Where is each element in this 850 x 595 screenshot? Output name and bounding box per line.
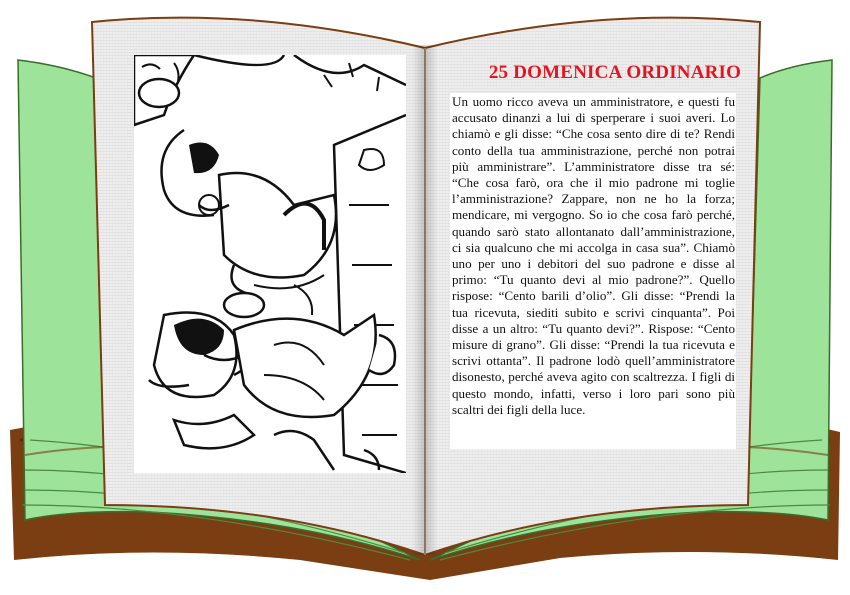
cartoon-drawing bbox=[134, 55, 406, 473]
gospel-passage: Un uomo ricco aveva un amministratore, e questi fu accusato dinanzi a lui di sperperare i suoi averi. Lo chiamò e gli disse: “Che cosa sento dire di te? Rendi conto della tua amministrazione, perché non potrai più amministrare”. L’amministratore disse tra sé: “Che cosa farò, ora che il mio padrone mi toglie l’amministrazione? Zappare, non ne ho la forza; mendicare, mi vergogno. So io che cosa farò perché, quando sarò stato allontanato dall’amministrazione, ci sia qualcuno che mi accolga in casa sua”. Chiamò uno per uno i debitori del suo padrone e disse al primo: “Tu quanto devi al mio padrone?”. Quello rispose: “Cento barili d’olio”. Gli disse: “Prendi la tua ricevuta, siediti subito e scrivi cinquanta”. Poi disse a un altro: “Tu quanto devi?”. Rispose: “Cento misure di grano”. Gli disse: “Prendi la tua ricevuta e scrivi ottanta”. Il padrone lodò quell’amministratore disonesto, perché aveva agito con scaltrezza. I figli di questo mondo, infatti, verso i loro pari sono più scaltri dei figli della luce. bbox=[452, 94, 735, 417]
gospel-text-box bbox=[450, 93, 736, 449]
page-title: 25 DOMENICA ORDINARIO bbox=[488, 62, 742, 83]
parable-illustration bbox=[134, 55, 406, 473]
